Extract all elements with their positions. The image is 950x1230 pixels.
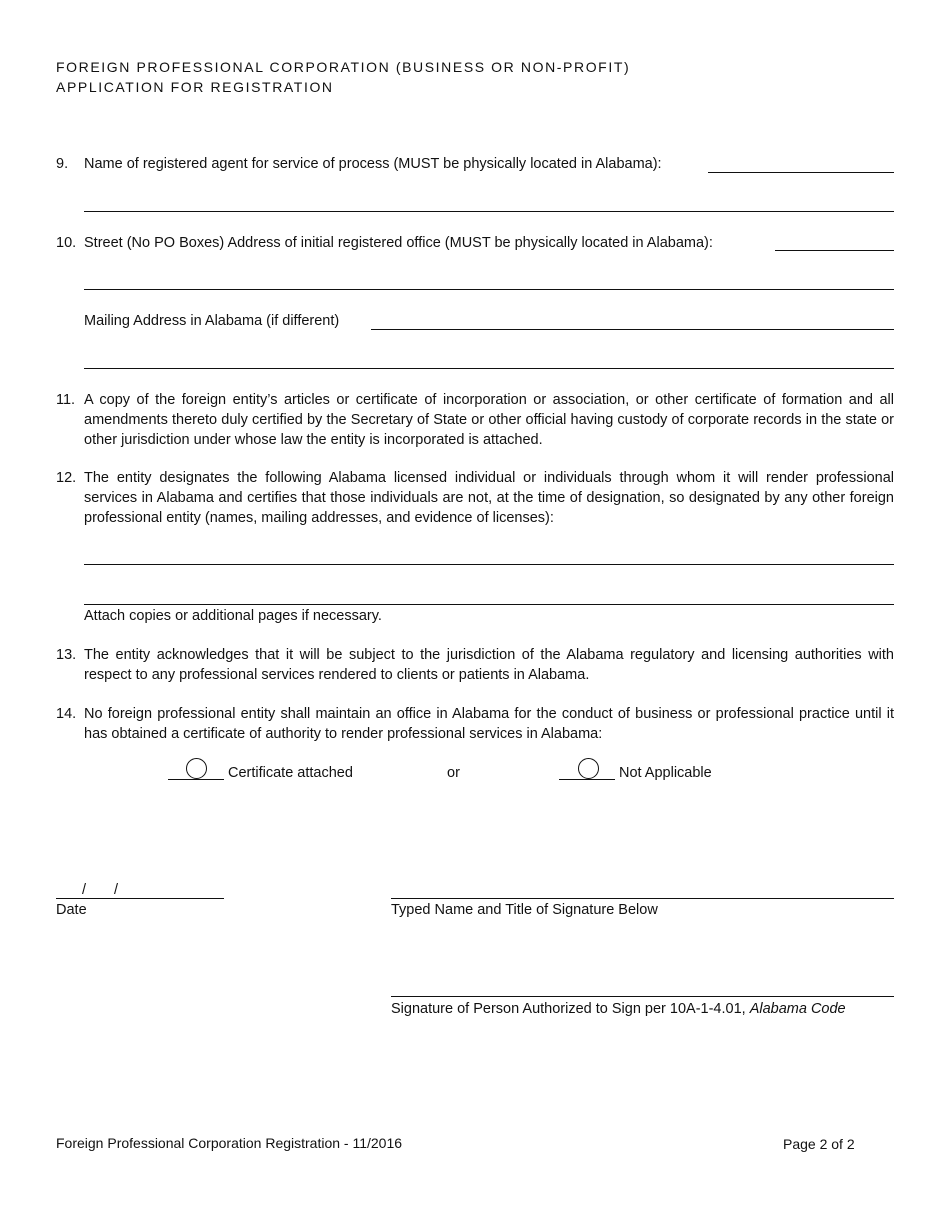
registered-office-field-line-2[interactable] bbox=[84, 289, 894, 290]
item-10-label: Street (No PO Boxes) Address of initial registered office (MUST be physically located in Alabama): bbox=[84, 235, 713, 251]
mailing-address-field-line-2[interactable] bbox=[84, 368, 894, 369]
signature-label bbox=[391, 999, 846, 1019]
date-slashes: / / bbox=[82, 882, 119, 898]
form-subtitle: APPLICATION FOR REGISTRATION bbox=[56, 79, 334, 95]
not-applicable-blank bbox=[559, 779, 615, 780]
item-14-text: No foreign professional entity shall maintain an office in Alabama for the conduct of business or professional practice until it has obtained a certificate of authority to render professional services in Alabama: bbox=[84, 706, 894, 742]
item-13-number: 13. bbox=[56, 647, 77, 663]
registered-agent-field[interactable] bbox=[708, 172, 894, 173]
footer-page-number: Page 2 of 2 bbox=[783, 1136, 855, 1152]
or-label: or bbox=[447, 765, 460, 781]
typed-name-field[interactable] bbox=[391, 898, 894, 899]
date-field[interactable] bbox=[56, 898, 224, 899]
registered-office-field[interactable] bbox=[775, 250, 894, 251]
certificate-attached-blank bbox=[168, 779, 224, 780]
item-9-label: Name of registered agent for service of process (MUST be physically located in Alabama): bbox=[84, 156, 662, 172]
form-title: FOREIGN PROFESSIONAL CORPORATION (BUSINESS OR NON-PROFIT) bbox=[56, 59, 631, 75]
date-label: Date bbox=[56, 902, 87, 918]
item-12-text: The entity designates the following Alabama licensed individual or individuals through whom it will render professional services in Alabama and certifies that those individuals are not, at the time of designation, so designated by any other foreign professional entity (names, mailing addresses, and evidence of licenses): bbox=[84, 470, 894, 526]
certificate-attached-label: Certificate attached bbox=[228, 765, 353, 781]
registered-agent-field-line-2[interactable] bbox=[84, 211, 894, 212]
item-14-number: 14. bbox=[56, 706, 77, 722]
designated-individuals-field-line-2[interactable] bbox=[84, 604, 894, 605]
item-13-text: The entity acknowledges that it will be subject to the jurisdiction of the Alabama regulatory and licensing authorities with respect to any professional services rendered to clients or patients in Alabama. bbox=[84, 647, 894, 683]
not-applicable-radio[interactable] bbox=[578, 758, 599, 779]
signature-label-code: Alabama Code bbox=[749, 1001, 846, 1017]
not-applicable-label: Not Applicable bbox=[619, 765, 712, 781]
item-11-number: 11. bbox=[56, 392, 76, 408]
item-12-number: 12. bbox=[56, 470, 77, 486]
certificate-attached-radio[interactable] bbox=[186, 758, 207, 779]
designated-individuals-field[interactable] bbox=[84, 564, 894, 565]
attach-note: Attach copies or additional pages if necessary. bbox=[84, 608, 382, 624]
mailing-address-field[interactable] bbox=[371, 329, 894, 330]
footer-form-name: Foreign Professional Corporation Registration - 11/2016 bbox=[56, 1135, 403, 1151]
mailing-address-label: Mailing Address in Alabama (if different) bbox=[84, 313, 340, 329]
item-11-text: A copy of the foreign entity’s articles or certificate of incorporation or association, or other certificate of formation and all amendments thereto duly certified by the Secretary of State or other official having custody of corporate records in the state or other jurisdiction under whose law the entity is incorporated is attached. bbox=[84, 392, 894, 448]
item-10-number: 10. bbox=[56, 235, 77, 251]
typed-name-label: Typed Name and Title of Signature Below bbox=[391, 902, 658, 918]
item-9-number: 9. bbox=[56, 156, 69, 172]
signature-label-text: Signature of Person Authorized to Sign per 10A-1-4.01, bbox=[391, 1001, 746, 1017]
signature-field[interactable] bbox=[391, 996, 894, 997]
